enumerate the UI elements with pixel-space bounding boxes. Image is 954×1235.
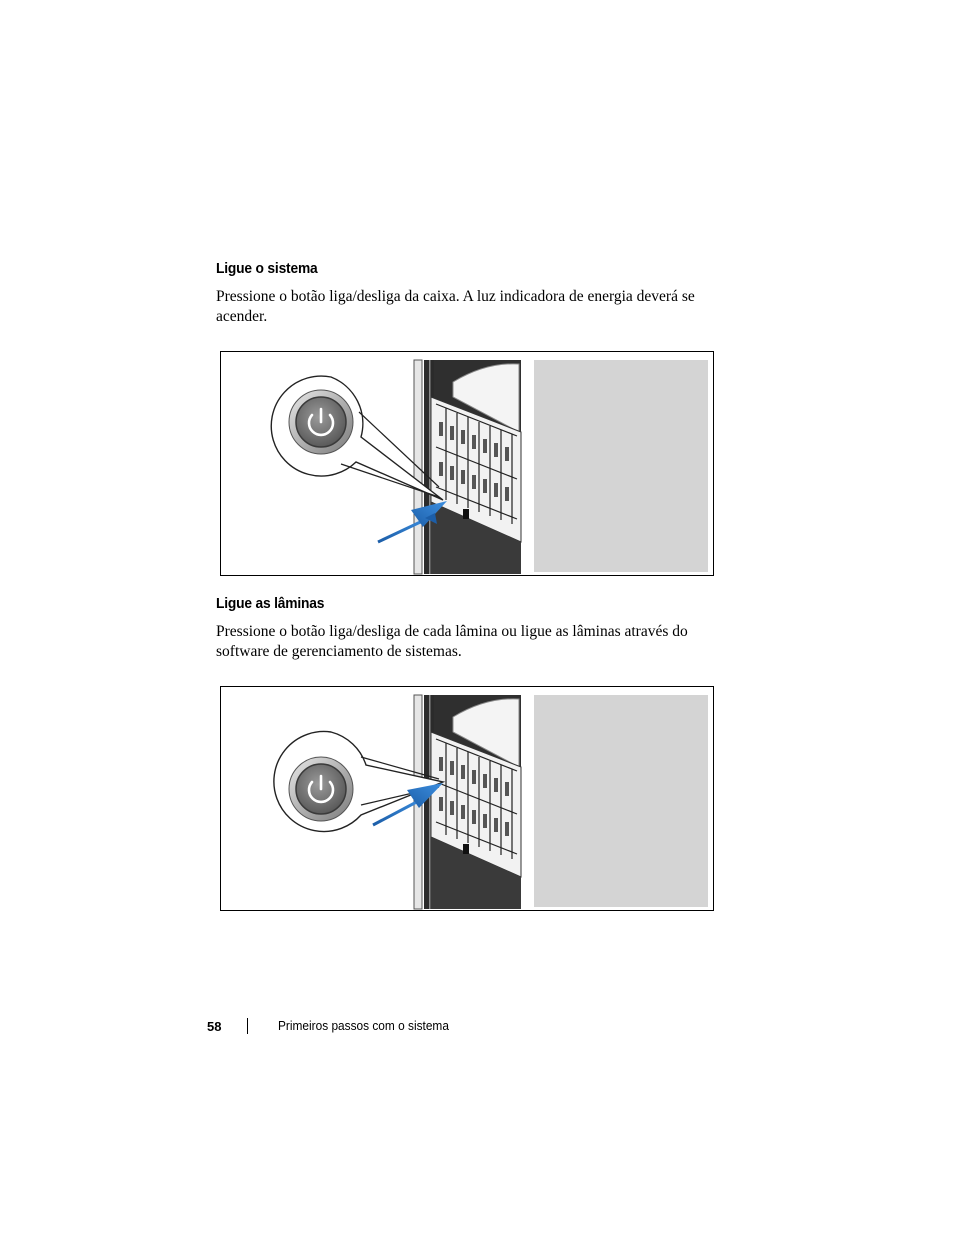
power-icon [289,390,353,454]
footer-title: Primeiros passos com o sistema [278,1019,449,1033]
section-heading-blades: Ligue as lâminas [216,595,325,612]
section-body-system: Pressione o botão liga/desliga da caixa. A luz indicadora de energia deverá se acender. [216,288,695,325]
background-panel [534,695,708,907]
section-body-blades: Pressione o botão liga/desliga de cada lâmina ou ligue as lâminas através do software de gerenciamento de sistemas. [216,623,688,660]
figure-blade-power [220,686,714,911]
footer-divider [247,1018,248,1034]
section-heading-system: Ligue o sistema [216,260,318,277]
power-icon [289,757,353,821]
background-panel [534,360,708,572]
page-number: 58 [207,1019,222,1034]
figure-system-power [220,351,714,576]
